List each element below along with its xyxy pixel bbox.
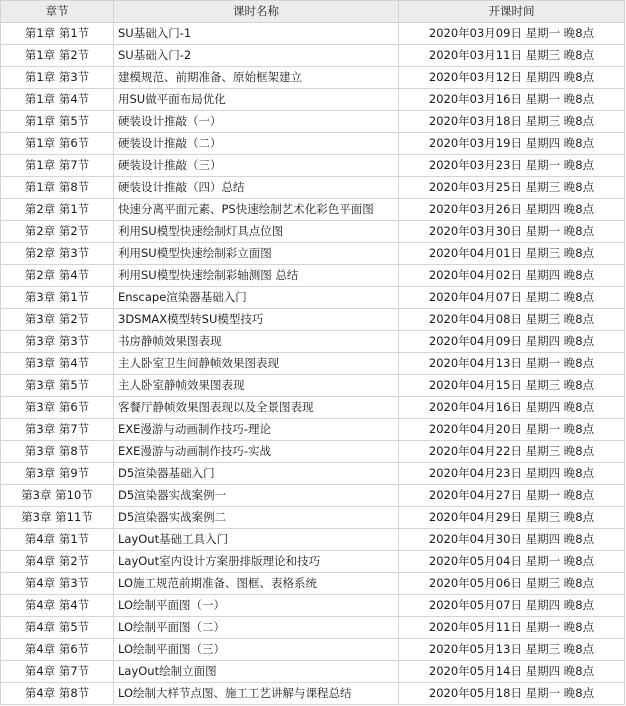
course-name-cell: LayOut室内设计方案册排版理论和技巧 xyxy=(114,551,399,573)
chapter-cell: 第2章 第3节 xyxy=(1,243,114,265)
course-name-cell: D5渲染器实战案例一 xyxy=(114,485,399,507)
chapter-cell: 第1章 第5节 xyxy=(1,111,114,133)
table-row xyxy=(1,133,625,155)
chapter-cell: 第1章 第2节 xyxy=(1,45,114,67)
chapter-cell: 第1章 第3节 xyxy=(1,67,114,89)
table-row xyxy=(1,155,625,177)
course-name-cell: 利用SU模型快速绘制彩立面图 xyxy=(114,243,399,265)
chapter-cell: 第4章 第1节 xyxy=(1,529,114,551)
table-row xyxy=(1,375,625,397)
chapter-cell: 第4章 第5节 xyxy=(1,617,114,639)
start-time-cell: 2020年04月02日 星期四 晚8点 xyxy=(399,265,625,287)
start-time-cell: 2020年05月06日 星期三 晚8点 xyxy=(399,573,625,595)
course-name-cell: SU基础入门-1 xyxy=(114,23,399,45)
course-name-cell: 主人卧室静帧效果图表现 xyxy=(114,375,399,397)
start-time-cell: 2020年03月16日 星期一 晚8点 xyxy=(399,89,625,111)
course-name-cell: D5渲染器实战案例二 xyxy=(114,507,399,529)
start-time-cell: 2020年04月08日 星期三 晚8点 xyxy=(399,309,625,331)
table-row xyxy=(1,639,625,661)
start-time-cell: 2020年03月18日 星期三 晚8点 xyxy=(399,111,625,133)
start-time-cell: 2020年04月22日 星期三 晚8点 xyxy=(399,441,625,463)
course-name-cell: 快速分离平面元素、PS快速绘制艺术化彩色平面图 xyxy=(114,199,399,221)
chapter-cell: 第3章 第6节 xyxy=(1,397,114,419)
start-time-cell: 2020年04月27日 星期一 晚8点 xyxy=(399,485,625,507)
course-name-cell: LO施工规范前期准备、图框、表格系统 xyxy=(114,573,399,595)
chapter-cell: 第2章 第1节 xyxy=(1,199,114,221)
chapter-cell: 第4章 第7节 xyxy=(1,661,114,683)
table-row xyxy=(1,221,625,243)
chapter-cell: 第2章 第2节 xyxy=(1,221,114,243)
chapter-cell: 第3章 第7节 xyxy=(1,419,114,441)
start-time-cell: 2020年04月16日 星期四 晚8点 xyxy=(399,397,625,419)
chapter-cell: 第3章 第4节 xyxy=(1,353,114,375)
course-name-cell: 利用SU模型快速绘制彩轴测图 总结 xyxy=(114,265,399,287)
table-row xyxy=(1,397,625,419)
start-time-cell: 2020年04月20日 星期一 晚8点 xyxy=(399,419,625,441)
start-time-cell: 2020年05月11日 星期一 晚8点 xyxy=(399,617,625,639)
course-name-cell: LO绘制平面图（三） xyxy=(114,639,399,661)
course-name-cell: 用SU做平面布局优化 xyxy=(114,89,399,111)
course-name-cell: 客餐厅静帧效果图表现以及全景图表现 xyxy=(114,397,399,419)
chapter-cell: 第3章 第2节 xyxy=(1,309,114,331)
table-row xyxy=(1,353,625,375)
table-row xyxy=(1,177,625,199)
course-name-cell: 硬装设计推敲（一） xyxy=(114,111,399,133)
table-header xyxy=(1,1,625,23)
chapter-cell: 第2章 第4节 xyxy=(1,265,114,287)
chapter-cell: 第1章 第6节 xyxy=(1,133,114,155)
start-time-cell: 2020年05月13日 星期三 晚8点 xyxy=(399,639,625,661)
start-time-cell: 2020年03月23日 星期一 晚8点 xyxy=(399,155,625,177)
chapter-cell: 第4章 第4节 xyxy=(1,595,114,617)
table-row xyxy=(1,463,625,485)
course-name-cell: LayOut基础工具入门 xyxy=(114,529,399,551)
table-row xyxy=(1,89,625,111)
start-time-cell: 2020年05月07日 星期四 晚8点 xyxy=(399,595,625,617)
chapter-cell: 第3章 第3节 xyxy=(1,331,114,353)
course-name-cell: LO绘制平面图（二） xyxy=(114,617,399,639)
course-name-cell: D5渲染器基础入门 xyxy=(114,463,399,485)
start-time-cell: 2020年03月30日 星期一 晚8点 xyxy=(399,221,625,243)
start-time-cell: 2020年04月30日 星期四 晚8点 xyxy=(399,529,625,551)
course-name-cell: 硬装设计推敲（二） xyxy=(114,133,399,155)
header-chapter: 章节 xyxy=(1,1,114,23)
table-row xyxy=(1,265,625,287)
chapter-cell: 第3章 第5节 xyxy=(1,375,114,397)
chapter-cell: 第3章 第9节 xyxy=(1,463,114,485)
table-row xyxy=(1,441,625,463)
table-row xyxy=(1,287,625,309)
start-time-cell: 2020年04月09日 星期四 晚8点 xyxy=(399,331,625,353)
course-name-cell: SU基础入门-2 xyxy=(114,45,399,67)
table-row xyxy=(1,199,625,221)
table-row xyxy=(1,661,625,683)
table-row xyxy=(1,573,625,595)
start-time-cell: 2020年04月29日 星期三 晚8点 xyxy=(399,507,625,529)
course-name-cell: EXE漫游与动画制作技巧-理论 xyxy=(114,419,399,441)
header-start-time: 开课时间 xyxy=(399,1,625,23)
chapter-cell: 第1章 第8节 xyxy=(1,177,114,199)
course-name-cell: 硬装设计推敲（三） xyxy=(114,155,399,177)
chapter-cell: 第4章 第3节 xyxy=(1,573,114,595)
table-row xyxy=(1,683,625,705)
course-name-cell: EXE漫游与动画制作技巧-实战 xyxy=(114,441,399,463)
start-time-cell: 2020年03月09日 星期一 晚8点 xyxy=(399,23,625,45)
start-time-cell: 2020年04月07日 星期二 晚8点 xyxy=(399,287,625,309)
start-time-cell: 2020年04月13日 星期一 晚8点 xyxy=(399,353,625,375)
start-time-cell: 2020年03月12日 星期四 晚8点 xyxy=(399,67,625,89)
start-time-cell: 2020年03月26日 星期四 晚8点 xyxy=(399,199,625,221)
chapter-cell: 第4章 第6节 xyxy=(1,639,114,661)
table-row xyxy=(1,485,625,507)
course-name-cell: Enscape渲染器基础入门 xyxy=(114,287,399,309)
chapter-cell: 第3章 第10节 xyxy=(1,485,114,507)
course-name-cell: LO绘制大样节点图、施工工艺讲解与课程总结 xyxy=(114,683,399,705)
start-time-cell: 2020年04月23日 星期四 晚8点 xyxy=(399,463,625,485)
start-time-cell: 2020年04月01日 星期三 晚8点 xyxy=(399,243,625,265)
course-name-cell: 3DSMAX模型转SU模型技巧 xyxy=(114,309,399,331)
table-row xyxy=(1,507,625,529)
header-row xyxy=(1,1,625,23)
chapter-cell: 第1章 第4节 xyxy=(1,89,114,111)
table-body xyxy=(1,23,625,705)
start-time-cell: 2020年04月15日 星期三 晚8点 xyxy=(399,375,625,397)
course-name-cell: 利用SU模型快速绘制灯具点位图 xyxy=(114,221,399,243)
chapter-cell: 第3章 第11节 xyxy=(1,507,114,529)
table-row xyxy=(1,331,625,353)
table-row xyxy=(1,67,625,89)
course-name-cell: 建模规范、前期准备、原始框架建立 xyxy=(114,67,399,89)
chapter-cell: 第3章 第8节 xyxy=(1,441,114,463)
chapter-cell: 第1章 第7节 xyxy=(1,155,114,177)
table-row xyxy=(1,309,625,331)
start-time-cell: 2020年03月11日 星期三 晚8点 xyxy=(399,45,625,67)
chapter-cell: 第4章 第2节 xyxy=(1,551,114,573)
start-time-cell: 2020年05月14日 星期四 晚8点 xyxy=(399,661,625,683)
chapter-cell: 第1章 第1节 xyxy=(1,23,114,45)
table-row xyxy=(1,23,625,45)
chapter-cell: 第4章 第8节 xyxy=(1,683,114,705)
course-name-cell: LO绘制平面图（一） xyxy=(114,595,399,617)
table-row xyxy=(1,111,625,133)
table-row xyxy=(1,595,625,617)
table-row xyxy=(1,243,625,265)
table-row xyxy=(1,419,625,441)
course-name-cell: 书房静帧效果图表现 xyxy=(114,331,399,353)
course-name-cell: LayOut绘制立面图 xyxy=(114,661,399,683)
course-name-cell: 硬装设计推敲（四）总结 xyxy=(114,177,399,199)
start-time-cell: 2020年05月18日 星期一 晚8点 xyxy=(399,683,625,705)
chapter-cell: 第3章 第1节 xyxy=(1,287,114,309)
start-time-cell: 2020年03月19日 星期四 晚8点 xyxy=(399,133,625,155)
course-name-cell: 主人卧室卫生间静帧效果图表现 xyxy=(114,353,399,375)
start-time-cell: 2020年03月25日 星期三 晚8点 xyxy=(399,177,625,199)
table-row xyxy=(1,551,625,573)
header-course-name: 课时名称 xyxy=(114,1,399,23)
table-row xyxy=(1,45,625,67)
table-row xyxy=(1,617,625,639)
start-time-cell: 2020年05月04日 星期一 晚8点 xyxy=(399,551,625,573)
table-row xyxy=(1,529,625,551)
